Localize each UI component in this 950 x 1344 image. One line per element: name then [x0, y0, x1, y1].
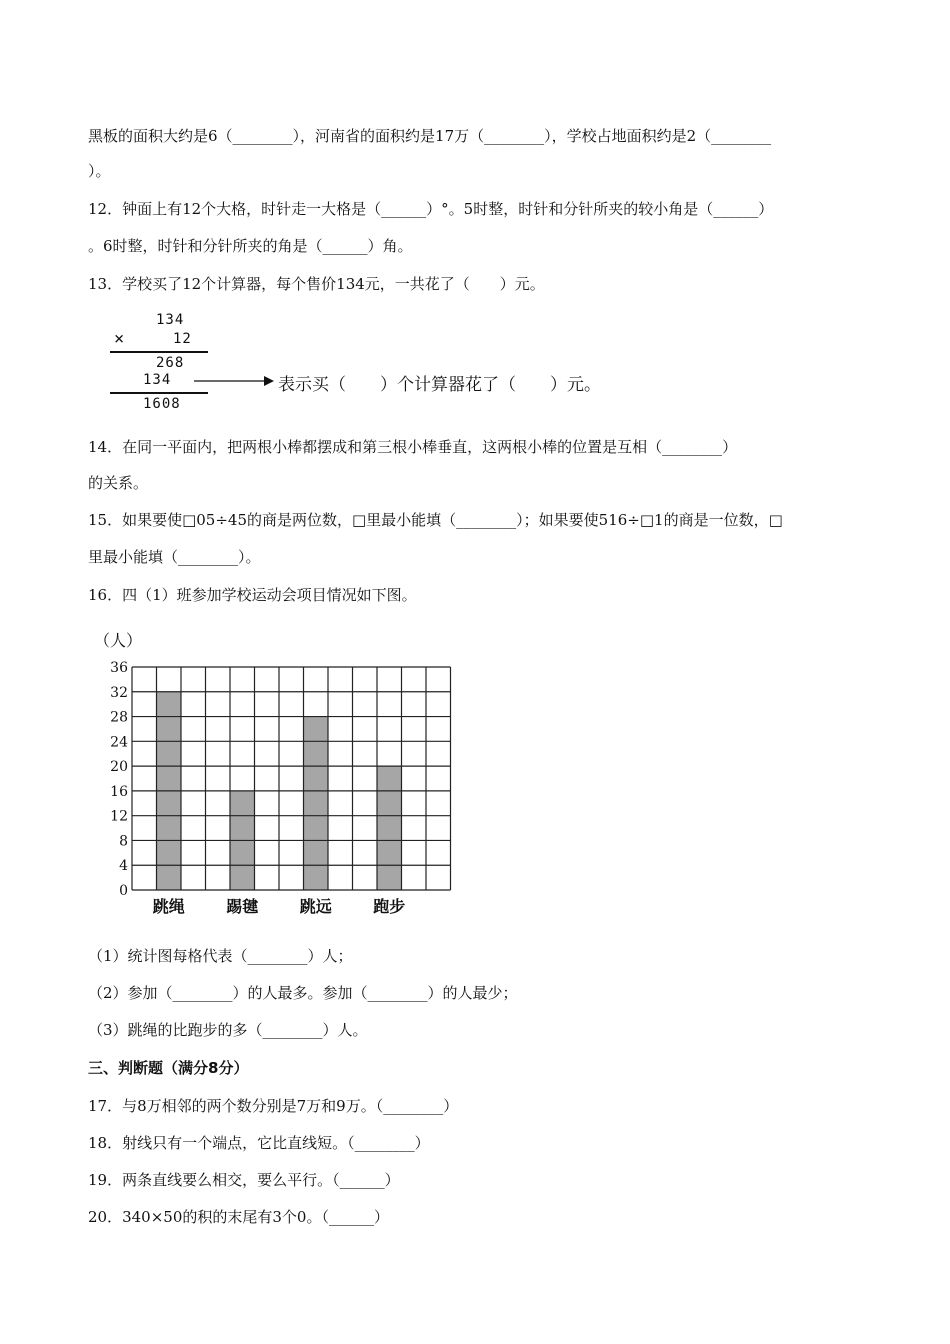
y-tick-label: 8 [119, 833, 128, 850]
y-tick-label: 36 [110, 660, 128, 676]
x-category-label: 跑步 [373, 897, 406, 916]
final-product: 1608 [143, 396, 181, 412]
y-tick-label: 16 [110, 783, 128, 800]
question-19: 19．两条直线要么相交，要么平行。（______） [88, 1171, 400, 1189]
question-13: 13．学校买了12个计算器，每个售价134元，一共花了（ ）元。 [88, 275, 545, 293]
question-16: 16．四（1）班参加学校运动会项目情况如下图。 [88, 586, 417, 604]
question-14-line-2: 的关系。 [88, 474, 149, 492]
question-12-line-2: 。6时整，时针和分针所夹的角是（______）角。 [88, 237, 413, 255]
multiplication-vertical-calculation [108, 312, 628, 416]
arrow-icon [194, 374, 274, 388]
calc-rule-2 [110, 392, 208, 394]
question-12-line-1: 12．钟面上有12个大格，时针走一大格是（______）°。5时整，时针和分针所夹的较小角是（______） [88, 200, 774, 218]
question-18: 18．射线只有一个端点，它比直线短。（________） [88, 1134, 430, 1152]
question-14-line-1: 14．在同一平面内，把两根小棒都摆成和第三根小棒垂直，这两根小棒的位置是互相（________） [88, 438, 738, 456]
question-16-part-3: （3）跳绳的比跑步的多（________）人。 [88, 1021, 368, 1039]
multiplicand: 134 [156, 312, 185, 328]
sports-bar-chart [92, 628, 492, 928]
question-17: 17．与8万相邻的两个数分别是7万和9万。（________） [88, 1097, 459, 1115]
question-16-part-1: （1）统计图每格代表（________）人； [88, 947, 353, 965]
y-tick-label: 4 [119, 858, 128, 875]
y-tick-label: 32 [110, 684, 128, 701]
y-tick-label: 0 [119, 883, 128, 899]
bar-跳远 [304, 717, 329, 890]
x-category-label: 跳绳 [152, 897, 185, 916]
fill-blank-area-line-end: ）。 [88, 162, 111, 180]
y-tick-label: 24 [110, 734, 128, 751]
calc-rule-1 [110, 351, 208, 353]
bar-chart-svg [92, 628, 492, 928]
section-heading-judgement: 三、判断题（满分8分） [88, 1059, 249, 1077]
x-category-label: 踢毽 [226, 897, 259, 916]
y-tick-label: 12 [110, 808, 128, 825]
multiplier: 12 [173, 331, 192, 347]
partial-product-2: 134 [143, 372, 172, 388]
partial-product-1: 268 [156, 355, 185, 371]
fill-blank-area-line: 黑板的面积大约是6（________），河南省的面积约是17万（________），学校占地面积约是2（________ [88, 127, 772, 145]
y-tick-label: 28 [110, 709, 128, 726]
question-16-part-2: （2）参加（________）的人最多。参加（________）的人最少； [88, 984, 518, 1002]
y-tick-label: 20 [110, 759, 128, 776]
question-15-line-2: 里最小能填（________）。 [88, 548, 261, 566]
y-axis-label: （人） [94, 631, 143, 650]
question-20: 20．340×50的积的末尾有3个0。（______） [88, 1208, 389, 1226]
calc-explanation: 表示买（ ）个计算器花了（ ）元。 [278, 375, 601, 395]
bar-跑步 [377, 766, 402, 890]
question-15-line-1: 15．如果要使□05÷45的商是两位数，□里最小能填（________）；如果要使516÷□1的商是一位数，□ [88, 511, 783, 529]
times-sign: × [114, 329, 126, 349]
x-category-label: 跳远 [299, 897, 332, 916]
